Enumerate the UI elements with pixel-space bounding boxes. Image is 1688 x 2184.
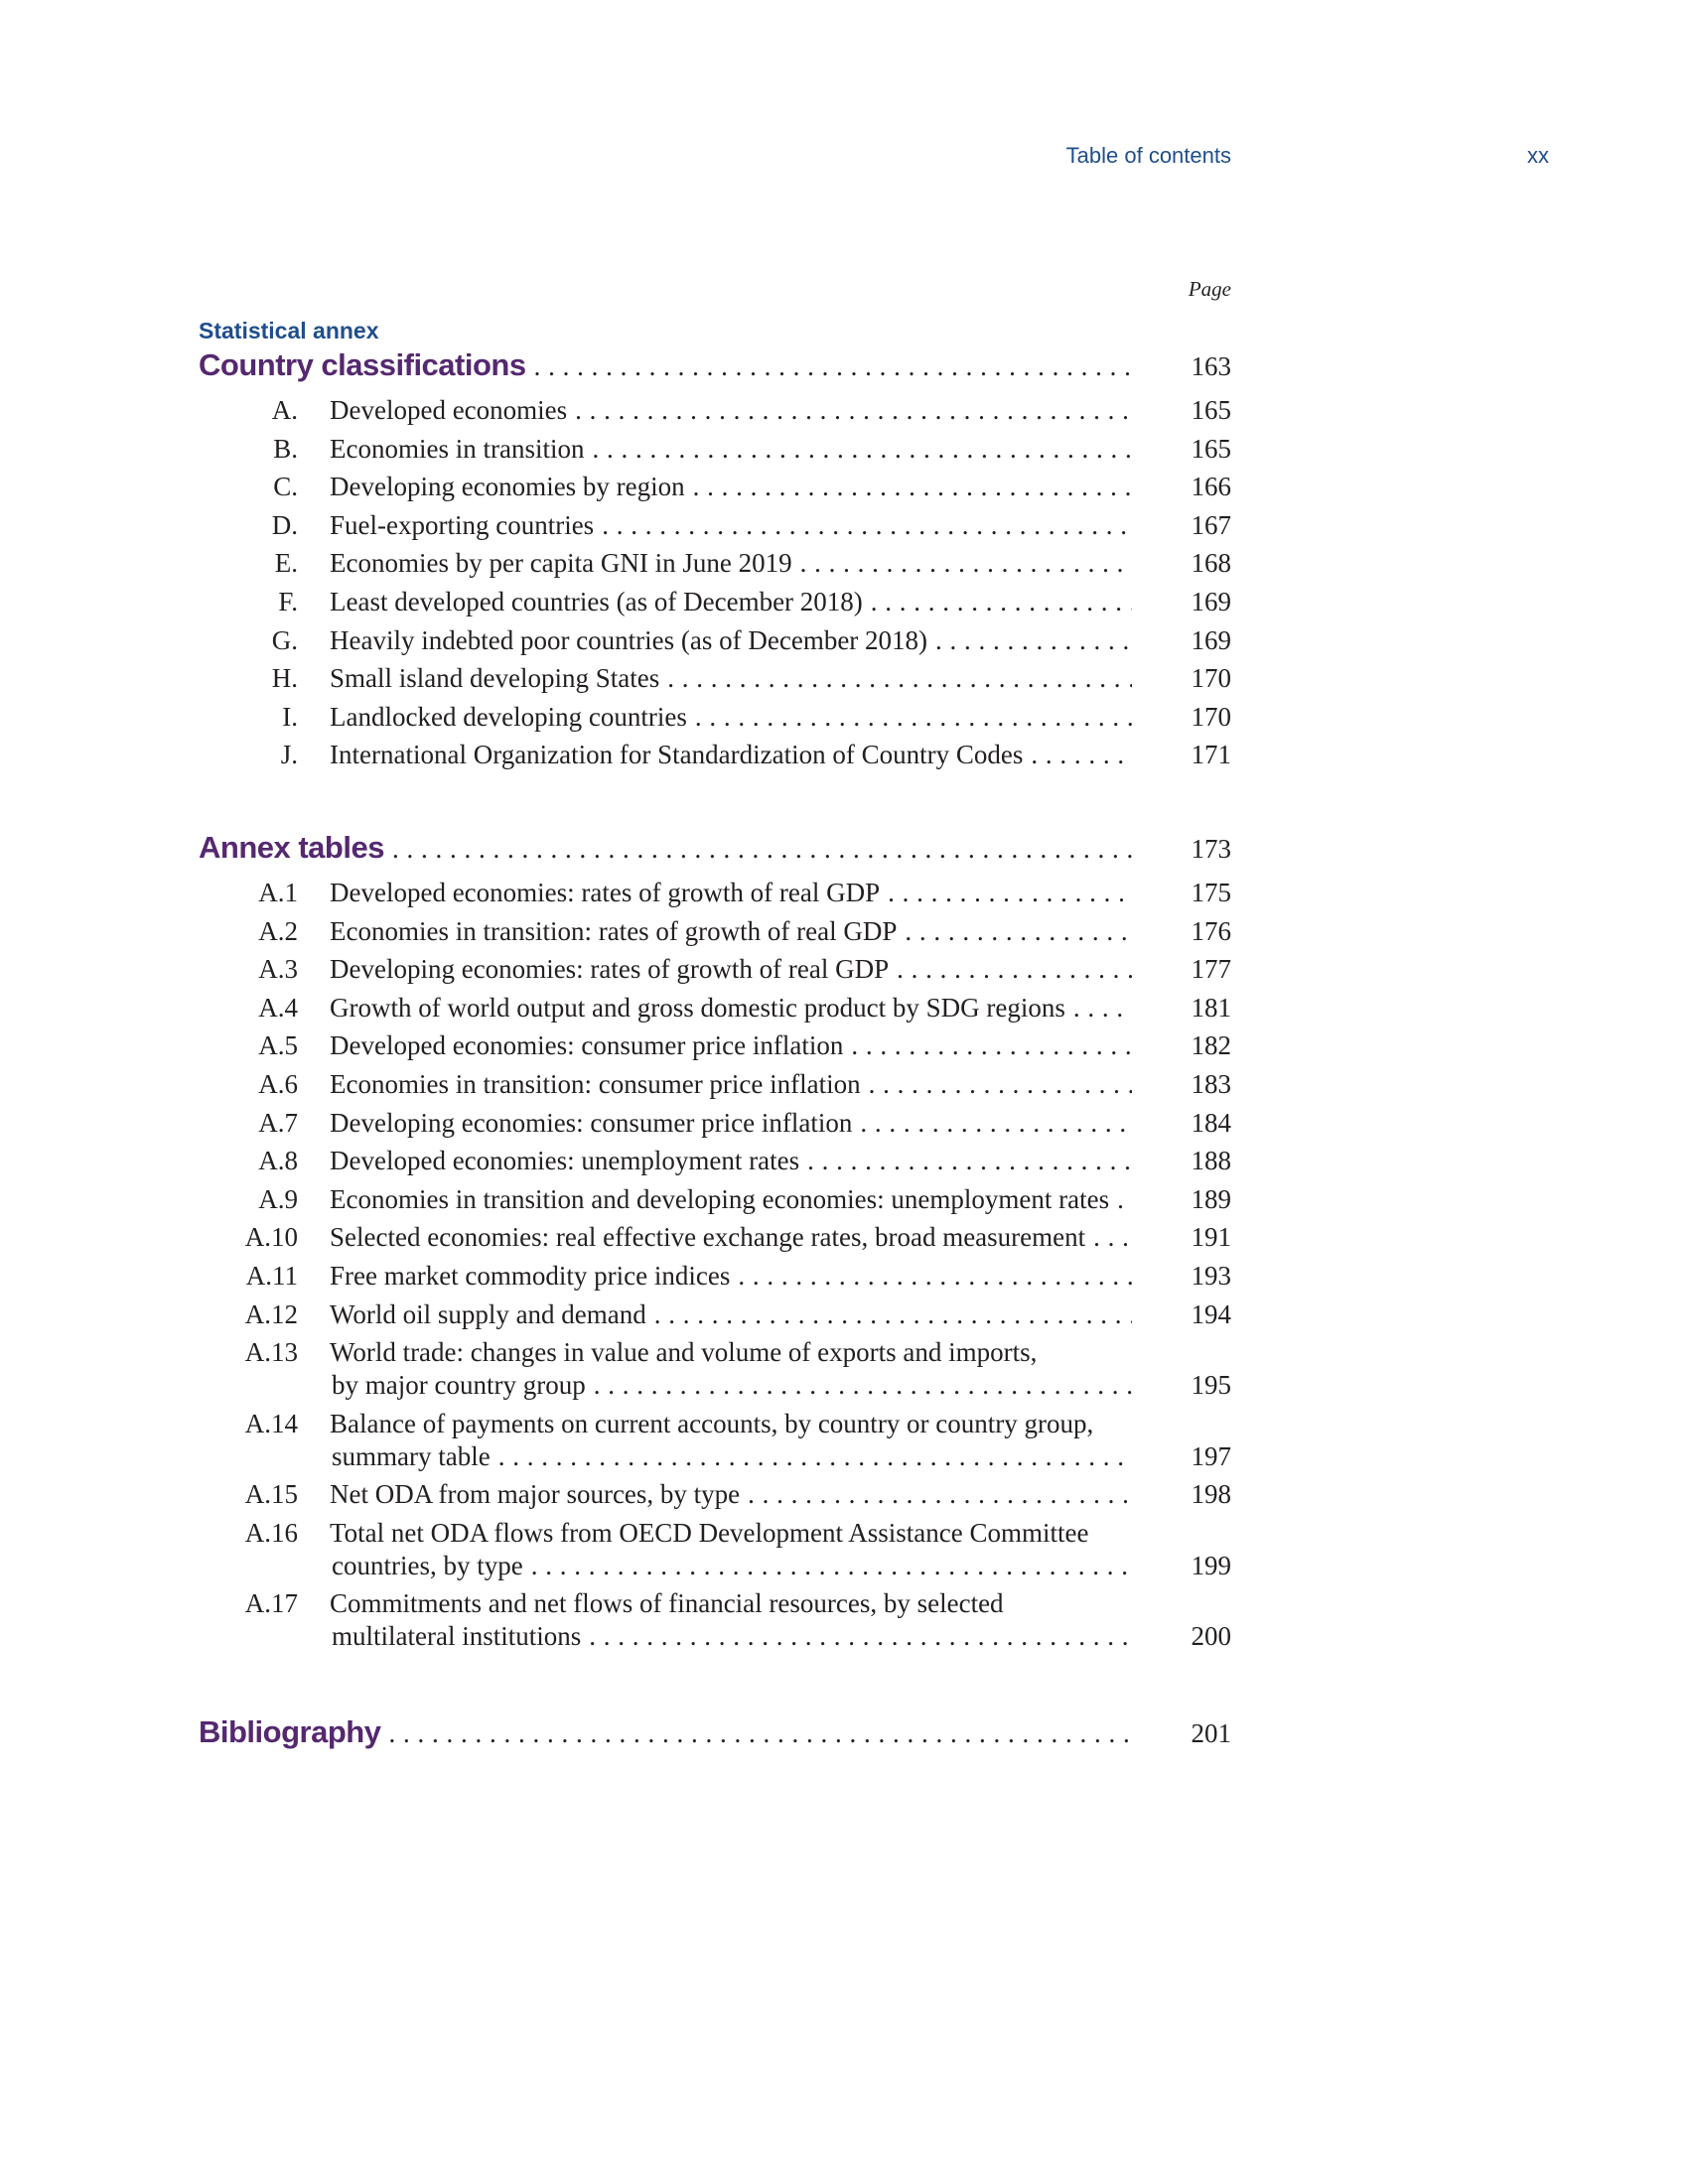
dot-leader xyxy=(534,346,1132,386)
entry-number: B. xyxy=(273,433,298,464)
entry-number: H. xyxy=(271,663,298,694)
dot-leader xyxy=(654,1297,1132,1331)
toc-section-1[interactable] xyxy=(199,828,1231,869)
dot-leader xyxy=(871,585,1132,618)
toc-entry-continuation[interactable] xyxy=(199,1368,1231,1402)
entry-number: E. xyxy=(274,548,298,579)
entry-title: Economies in transition: consumer price inflation xyxy=(330,1069,861,1099)
dot-leader xyxy=(1073,991,1132,1024)
toc-entry[interactable] xyxy=(199,700,1231,734)
dot-leader xyxy=(1031,738,1132,771)
dot-leader xyxy=(807,1144,1132,1177)
entry-title: World oil supply and demand xyxy=(330,1298,646,1329)
entry-number: A. xyxy=(271,395,298,425)
entry-number: A.6 xyxy=(258,1069,298,1099)
page-folio: xx xyxy=(1527,143,1549,168)
dot-leader xyxy=(695,700,1132,734)
entry-number: A.4 xyxy=(258,992,298,1023)
entry-title: Landlocked developing countries xyxy=(330,701,687,732)
entry-title: Developed economies xyxy=(330,395,568,425)
entry-page-number: 198 xyxy=(1191,1479,1231,1510)
entry-number: A.1 xyxy=(258,878,298,907)
dot-leader xyxy=(592,432,1132,466)
annex-label: Statistical annex xyxy=(199,318,379,343)
entry-title-continued: by major country group xyxy=(332,1370,586,1401)
entry-title: Balance of payments on current accounts, by country or country group, xyxy=(330,1408,1094,1438)
toc-entry[interactable] xyxy=(199,661,1231,695)
entry-title: Economies in transition and developing economies: unemployment rates xyxy=(330,1183,1110,1214)
entry-page-number: 184 xyxy=(1191,1107,1231,1138)
toc-entry[interactable] xyxy=(199,1477,1231,1511)
toc-entry[interactable] xyxy=(199,738,1231,771)
entry-page-number: 169 xyxy=(1191,624,1231,655)
toc-section-0[interactable] xyxy=(199,345,1231,386)
page-column-label: Page xyxy=(1188,277,1231,301)
dot-leader xyxy=(897,952,1132,986)
entry-page-number: 182 xyxy=(1191,1030,1231,1061)
entry-page-number: 197 xyxy=(1191,1440,1231,1471)
entry-number: A.13 xyxy=(244,1337,298,1368)
entry-title-continued: countries, by type xyxy=(332,1550,523,1580)
toc-entry[interactable] xyxy=(199,952,1231,986)
toc-entry[interactable] xyxy=(199,470,1231,503)
entry-page-number: 165 xyxy=(1191,395,1231,425)
toc-entry[interactable] xyxy=(199,991,1231,1024)
entry-page-number: 167 xyxy=(1191,509,1231,540)
dot-leader xyxy=(748,1477,1132,1511)
dot-leader xyxy=(905,914,1132,948)
section-page-number: 163 xyxy=(1191,351,1231,381)
toc-entry[interactable] xyxy=(199,623,1231,657)
toc-entry[interactable] xyxy=(199,1586,1231,1620)
entry-page-number: 188 xyxy=(1191,1146,1231,1176)
toc-entry[interactable] xyxy=(199,508,1231,542)
entry-page-number: 191 xyxy=(1191,1222,1231,1253)
toc-entry[interactable] xyxy=(199,1182,1231,1216)
entry-title: Developing economies by region xyxy=(330,472,685,502)
dot-leader xyxy=(1093,1220,1132,1254)
dot-leader xyxy=(575,393,1132,427)
entry-number: C. xyxy=(273,472,298,502)
dot-leader xyxy=(667,661,1132,695)
dot-leader xyxy=(935,623,1132,657)
entry-number: G. xyxy=(271,624,298,655)
toc-entry[interactable] xyxy=(199,1067,1231,1101)
entry-title: Total net ODA flows from OECD Development Assistance Committee xyxy=(330,1517,1089,1548)
entry-number: J. xyxy=(280,740,298,770)
entry-number: A.9 xyxy=(258,1183,298,1214)
toc-entry[interactable] xyxy=(199,1516,1231,1550)
toc-entry-continuation[interactable] xyxy=(199,1549,1231,1582)
entry-number: A.10 xyxy=(244,1222,298,1253)
entry-page-number: 170 xyxy=(1191,701,1231,732)
toc-entry[interactable] xyxy=(199,393,1231,427)
entry-number: A.7 xyxy=(258,1107,298,1138)
entry-number: I. xyxy=(282,701,298,732)
entry-page-number: 165 xyxy=(1191,433,1231,464)
dot-leader xyxy=(851,1028,1132,1062)
section-page-number: 201 xyxy=(1191,1718,1231,1748)
entry-title: Economies in transition xyxy=(330,433,585,464)
entry-number: A.8 xyxy=(258,1146,298,1176)
toc-entry[interactable] xyxy=(199,1144,1231,1177)
toc-entry[interactable] xyxy=(199,1335,1231,1369)
toc-entry[interactable] xyxy=(199,1297,1231,1331)
section-title: Bibliography xyxy=(199,1714,381,1749)
toc-entry-continuation[interactable] xyxy=(199,1619,1231,1653)
entry-title-continued: multilateral institutions xyxy=(332,1621,582,1652)
dot-leader xyxy=(800,546,1132,580)
entry-page-number: 181 xyxy=(1191,992,1231,1023)
entry-number: A.17 xyxy=(244,1588,298,1619)
entry-title: World trade: changes in value and volume of exports and imports, xyxy=(330,1337,1038,1368)
toc-entry[interactable] xyxy=(199,546,1231,580)
section-page-number: 173 xyxy=(1191,834,1231,864)
entry-number: A.2 xyxy=(258,915,298,946)
dot-leader xyxy=(602,508,1132,542)
entry-number: A.11 xyxy=(245,1261,298,1291)
dot-leader xyxy=(531,1549,1132,1582)
dot-leader xyxy=(860,1106,1132,1140)
entry-page-number: 166 xyxy=(1191,472,1231,502)
entry-number: A.15 xyxy=(244,1479,298,1510)
entry-page-number: 189 xyxy=(1191,1183,1231,1214)
dot-leader xyxy=(498,1439,1132,1473)
dot-leader xyxy=(869,1067,1132,1101)
running-head: Table of contents xyxy=(1065,143,1231,168)
toc-entry[interactable] xyxy=(199,876,1231,909)
entry-title: Commitments and net flows of financial resources, by selected xyxy=(330,1588,1004,1619)
toc-entry[interactable] xyxy=(199,585,1231,618)
entry-page-number: 169 xyxy=(1191,587,1231,616)
entry-title: Small island developing States xyxy=(330,663,660,694)
entry-title: International Organization for Standardization of Country Codes xyxy=(330,740,1024,770)
entry-title: Growth of world output and gross domestic product by SDG regions xyxy=(330,992,1065,1023)
dot-leader xyxy=(392,829,1132,869)
entry-title: Fuel-exporting countries xyxy=(330,509,595,540)
dot-leader xyxy=(693,470,1132,503)
entry-page-number: 195 xyxy=(1191,1370,1231,1401)
dot-leader xyxy=(1117,1182,1132,1216)
entry-number: A.16 xyxy=(244,1517,298,1548)
entry-title: Economies by per capita GNI in June 2019 xyxy=(330,548,792,579)
toc-section-2[interactable] xyxy=(199,1712,1231,1753)
entry-number: A.3 xyxy=(258,954,298,985)
entry-number: A.5 xyxy=(258,1030,298,1061)
entry-title: Least developed countries (as of December 2018) xyxy=(330,587,863,616)
toc-entry[interactable] xyxy=(199,1407,1231,1440)
entry-number: D. xyxy=(271,509,298,540)
section-title: Country classifications xyxy=(199,347,526,382)
entry-page-number: 175 xyxy=(1191,878,1231,907)
toc-entry[interactable] xyxy=(199,432,1231,466)
dot-leader xyxy=(738,1259,1132,1293)
dot-leader xyxy=(388,1713,1132,1753)
toc-entry[interactable] xyxy=(199,1106,1231,1140)
section-title: Annex tables xyxy=(199,830,384,865)
entry-title: Selected economies: real effective exchange rates, broad measurement xyxy=(330,1222,1086,1253)
entry-number: F. xyxy=(278,587,298,616)
entry-page-number: 200 xyxy=(1191,1621,1231,1652)
toc-entry[interactable] xyxy=(199,1028,1231,1062)
entry-title: Net ODA from major sources, by type xyxy=(330,1479,741,1510)
entry-title: Economies in transition: rates of growth of real GDP xyxy=(330,915,898,946)
dot-leader xyxy=(594,1368,1132,1402)
toc-entry[interactable] xyxy=(199,1220,1231,1254)
entry-page-number: 193 xyxy=(1191,1261,1231,1291)
dot-leader xyxy=(888,876,1132,909)
entry-number: A.14 xyxy=(244,1408,298,1438)
entry-page-number: 194 xyxy=(1191,1298,1231,1329)
entry-title: Developing economies: rates of growth of real GDP xyxy=(330,954,890,985)
toc-entry-continuation[interactable] xyxy=(199,1439,1231,1473)
entry-number: A.12 xyxy=(244,1298,298,1329)
toc-entry[interactable] xyxy=(199,1259,1231,1293)
entry-title: Heavily indebted poor countries (as of December 2018) xyxy=(330,624,928,655)
entry-title: Developed economies: consumer price inflation xyxy=(330,1030,844,1061)
entry-page-number: 168 xyxy=(1191,548,1231,579)
dot-leader xyxy=(589,1619,1132,1653)
entry-page-number: 183 xyxy=(1191,1069,1231,1099)
entry-page-number: 170 xyxy=(1191,663,1231,694)
entry-page-number: 176 xyxy=(1191,915,1231,946)
entry-page-number: 177 xyxy=(1191,954,1231,985)
entry-title: Developing economies: consumer price inflation xyxy=(330,1107,853,1138)
entry-page-number: 199 xyxy=(1191,1550,1231,1580)
entry-title: Free market commodity price indices xyxy=(330,1261,731,1291)
entry-title-continued: summary table xyxy=(332,1440,491,1471)
toc-entry[interactable] xyxy=(199,914,1231,948)
entry-title: Developed economies: unemployment rates xyxy=(330,1146,800,1176)
entry-page-number: 171 xyxy=(1191,740,1231,770)
entry-title: Developed economies: rates of growth of real GDP xyxy=(330,878,881,907)
